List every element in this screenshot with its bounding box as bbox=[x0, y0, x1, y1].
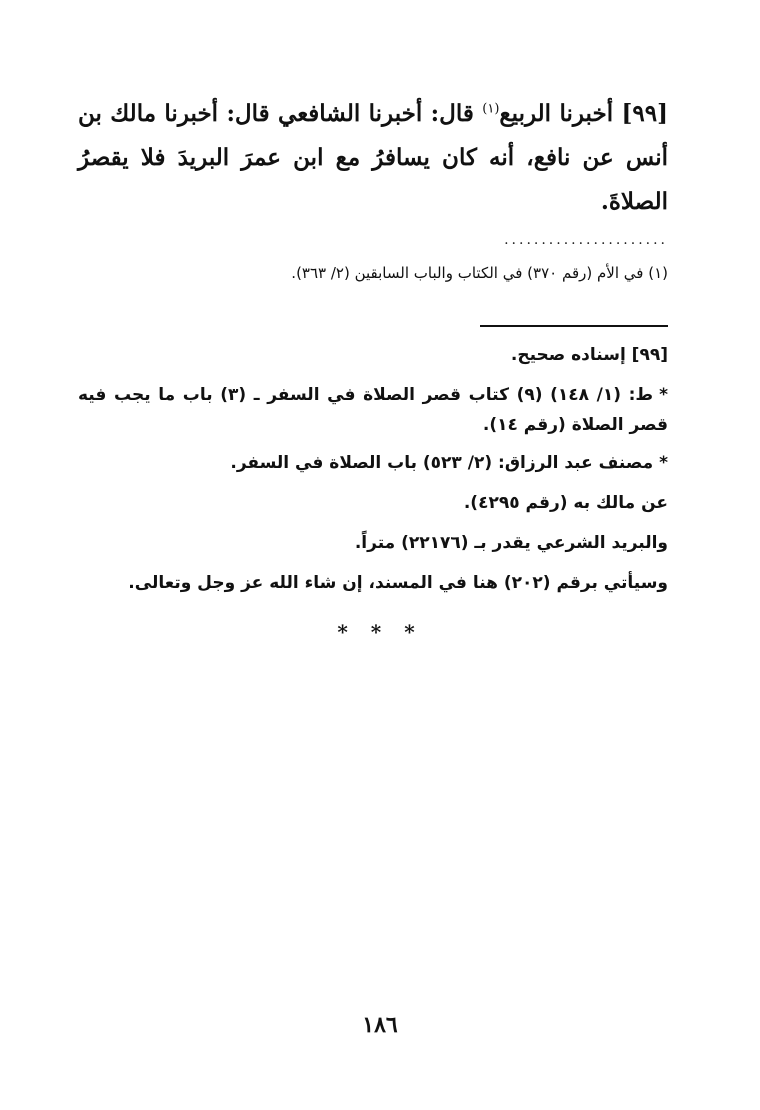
star-icon: * bbox=[659, 453, 668, 473]
commentary-heading: [٩٩] إسناده صحيح. bbox=[510, 345, 668, 365]
source-entry-1 bbox=[78, 380, 668, 440]
footnote: (١) في الأم (رقم ٣٧٠) في الكتاب والباب السابقين (٢/ ٣٦٣). bbox=[291, 264, 668, 282]
hadith-text-rest: قال: أخبرنا الشافعي قال: أخبرنا مالك بن أنس عن نافع، أنه كان يسافرُ مع ابن عمرَ البريدَ فلا يقصرُ الصلاةَ. bbox=[78, 100, 668, 215]
footnote-separator-dots: ...................... bbox=[504, 232, 668, 248]
section-separator: * * * bbox=[337, 620, 423, 644]
source-entry-2-text: مصنف عبد الرزاق: (٢/ ٥٢٣) باب الصلاة في السفر. bbox=[230, 453, 654, 473]
source-entry-2 bbox=[78, 448, 668, 478]
star-icon: * bbox=[659, 385, 668, 405]
commentary-line-4: والبريد الشرعي يقدر بـ (٢٢١٧٦) متراً. bbox=[354, 533, 668, 553]
page-number: ١٨٦ bbox=[362, 1012, 398, 1038]
commentary-line-3: عن مالك به (رقم ٤٢٩٥). bbox=[463, 493, 668, 513]
source-entry-1-text: ط: (١/ ١٤٨) (٩) كتاب قصر الصلاة في السفر ـ (٣) باب ما يجب فيه قصر الصلاة (رقم ١٤). bbox=[78, 385, 668, 435]
commentary-line-5: وسيأتي برقم (٢٠٢) هنا في المسند، إن شاء الله عز وجل وتعالى. bbox=[128, 573, 668, 593]
hadith-number: [٩٩] bbox=[621, 100, 668, 127]
hadith-text bbox=[78, 92, 668, 224]
commentary-rule bbox=[480, 325, 668, 327]
footnote-reference: (١) bbox=[482, 101, 500, 117]
commentary-section bbox=[78, 340, 668, 608]
hadith-text-start: أخبرنا الربيع bbox=[499, 100, 614, 127]
